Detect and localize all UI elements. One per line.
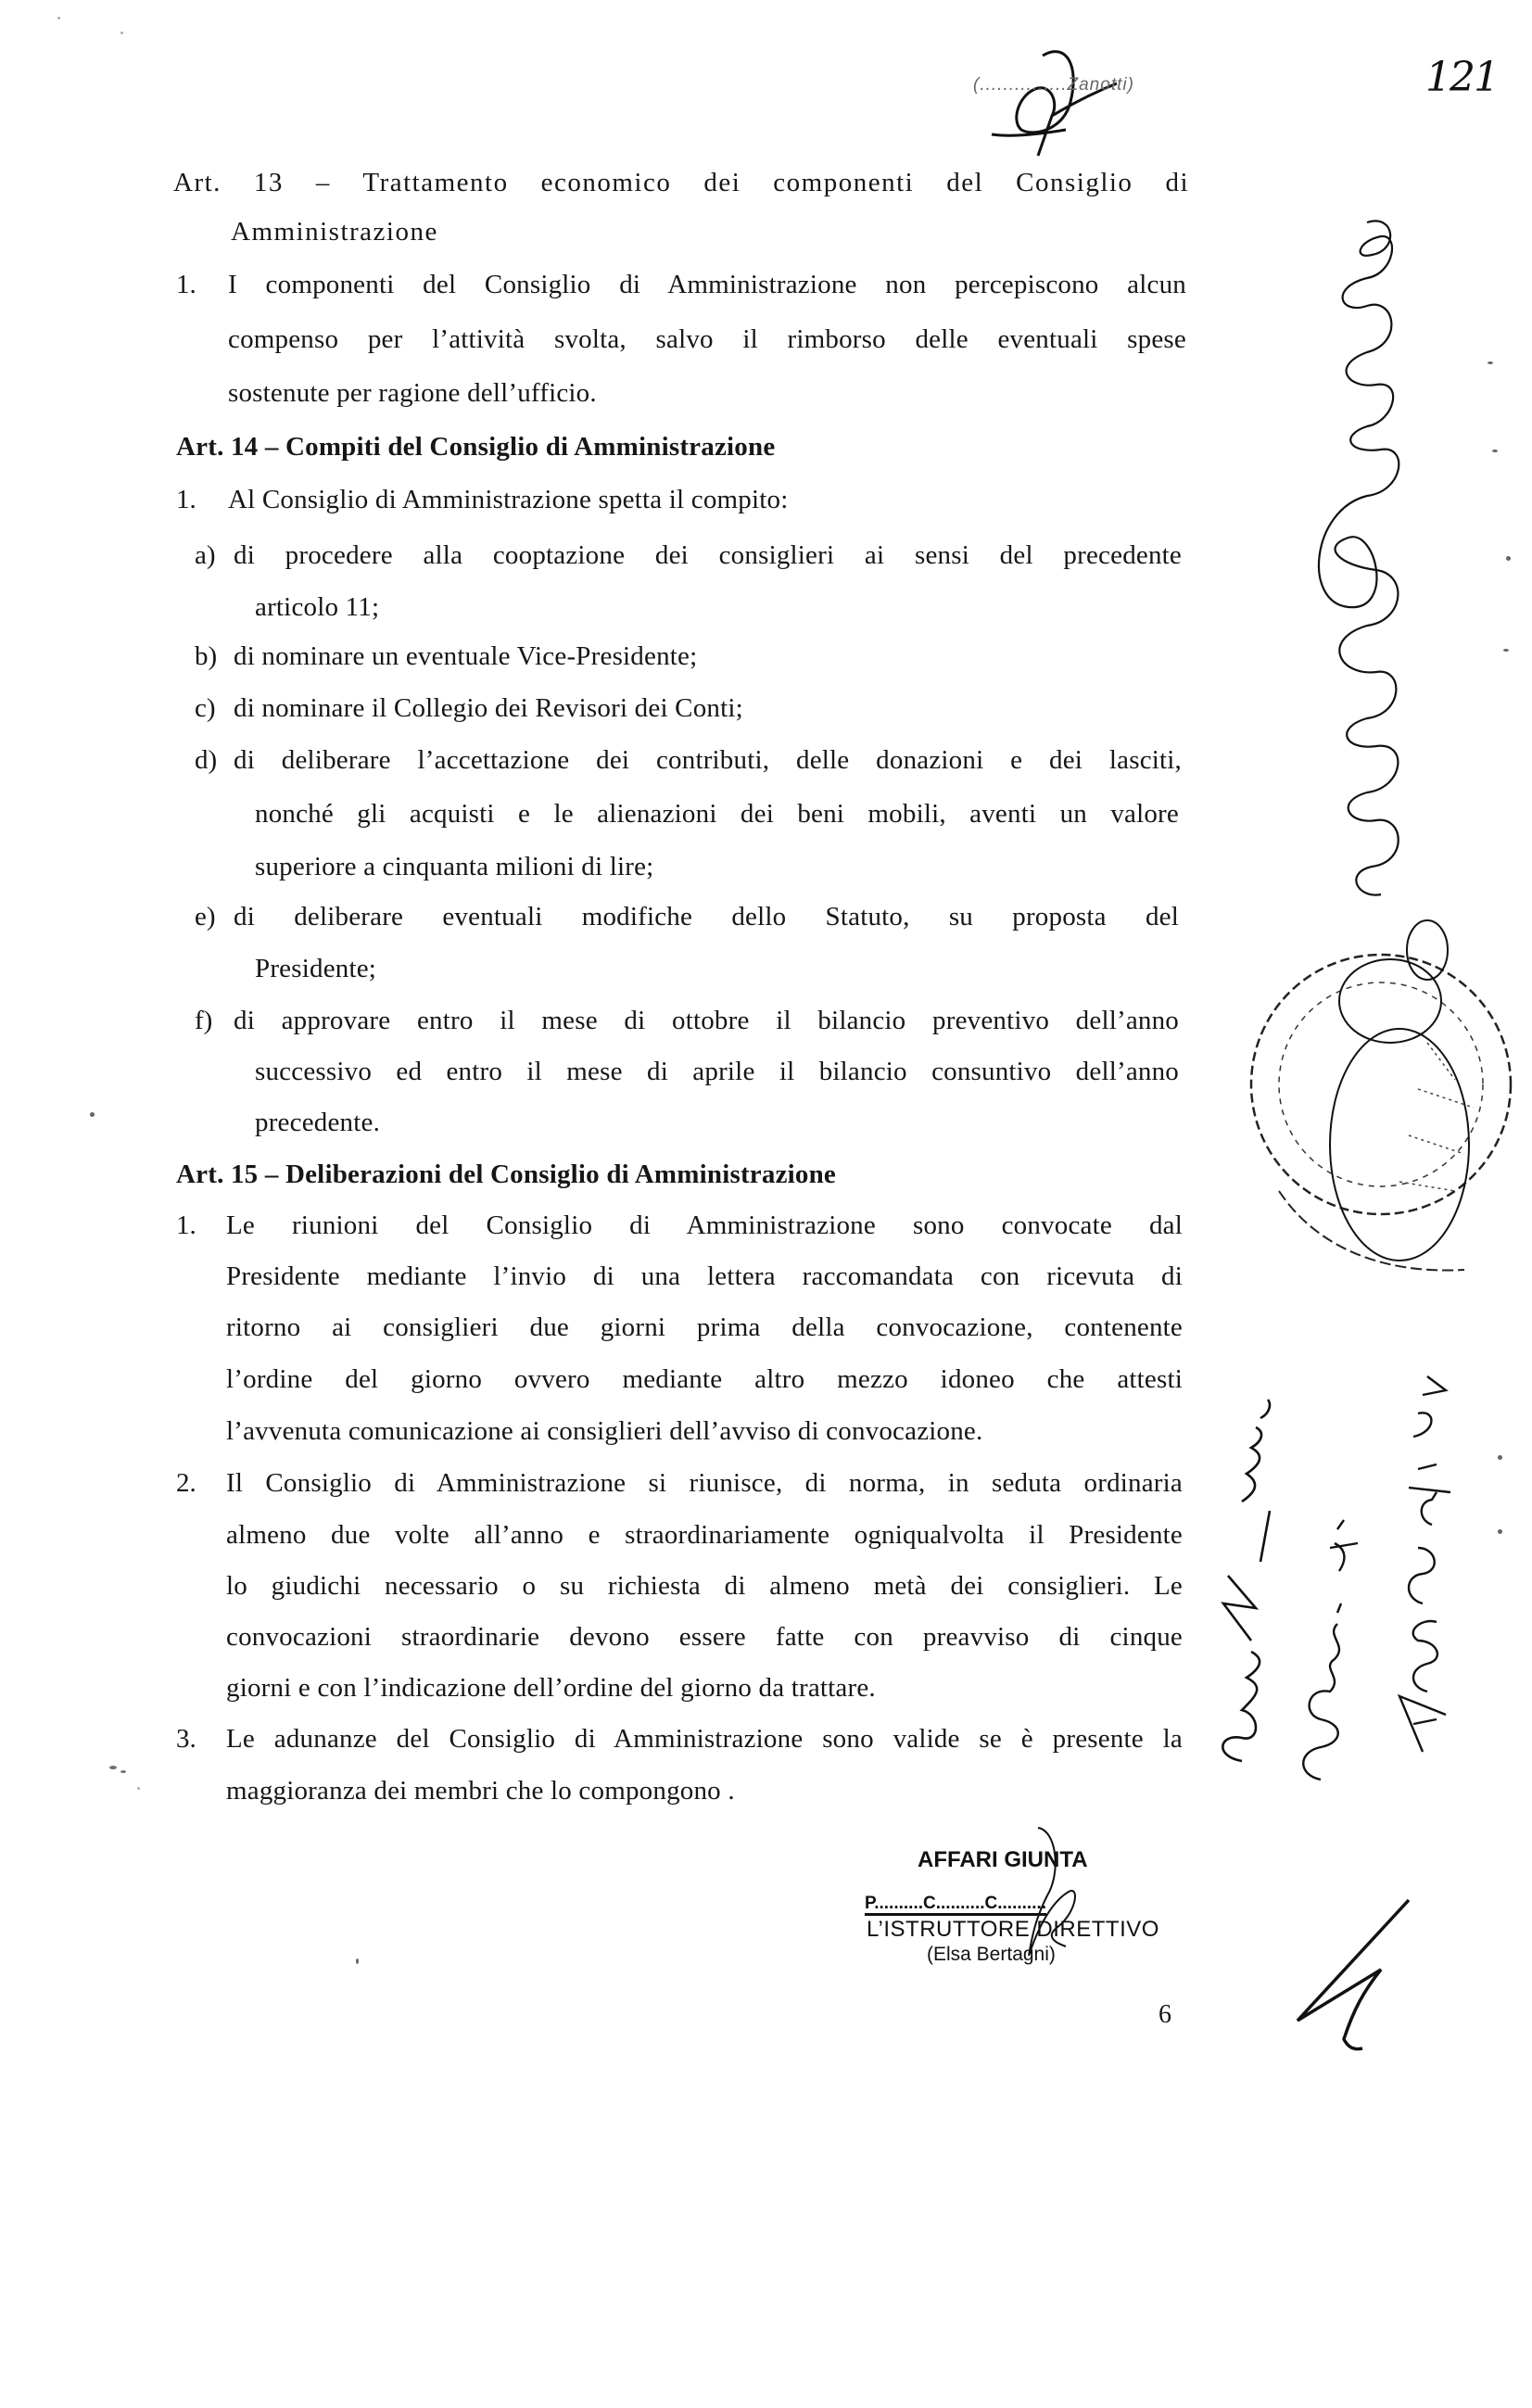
margin-signature-2 bbox=[1293, 1409, 1367, 1803]
art13-para1-line3: sostenute per ragione dell’ufficio. bbox=[228, 378, 597, 408]
art15-para2-marker: 2. bbox=[176, 1468, 196, 1498]
art15-para1-marker: 1. bbox=[176, 1210, 196, 1240]
notary-seal bbox=[1242, 913, 1520, 1288]
art13-heading-cont: Amministrazione bbox=[231, 217, 438, 247]
art14-para1-line1: Al Consiglio di Amministrazione spetta il compito: bbox=[228, 485, 789, 514]
office-stamp-signature bbox=[982, 1826, 1094, 1970]
art15-para2-line4: convocazioni straordinarie devono essere fatte con preavviso di cinque bbox=[226, 1622, 1183, 1652]
art14-item-e-line1: di deliberare eventuali modifiche dello Statuto, su proposta del bbox=[234, 902, 1179, 932]
art13-para1-line1: I componenti del Consiglio di Amministrazione non percepiscono alcun bbox=[228, 270, 1186, 299]
art14-item-a-line1: di procedere alla cooptazione dei consiglieri ai sensi del precedente bbox=[234, 540, 1182, 570]
art14-item-e-line2: Presidente; bbox=[255, 954, 377, 983]
art15-para2-line5: giorni e con l’indicazione dell’ordine del giorno da trattare. bbox=[226, 1673, 876, 1703]
top-signature-caption: (...............Zanotti) bbox=[973, 75, 1134, 95]
art15-heading: Art. 15 – Deliberazioni del Consiglio di Amministrazione bbox=[176, 1160, 837, 1189]
art14-item-e-marker: e) bbox=[195, 902, 216, 932]
art15-para1-line5: l’avvenuta comunicazione ai consiglieri dell’avviso di convocazione. bbox=[226, 1416, 983, 1446]
art14-item-f-line2: successivo ed entro il mese di aprile il bilancio consuntivo dell’anno bbox=[255, 1057, 1179, 1086]
office-stamp-line1: AFFARI GIUNTA bbox=[918, 1847, 1088, 1872]
art14-item-d-marker: d) bbox=[195, 745, 218, 775]
handwritten-sheet-number: 121 bbox=[1425, 54, 1498, 101]
art14-item-d-line3: superiore a cinquanta milioni di lire; bbox=[255, 852, 654, 881]
art14-item-d-line1: di deliberare l’accettazione dei contributi, delle donazioni e dei lasciti, bbox=[234, 745, 1182, 775]
art15-para3-line2: maggioranza dei membri che lo compongono . bbox=[226, 1776, 735, 1806]
art14-item-c-marker: c) bbox=[195, 693, 216, 723]
art14-item-f-marker: f) bbox=[195, 1006, 213, 1035]
art14-para1-marker: 1. bbox=[176, 485, 196, 514]
art15-para1-line4: l’ordine del giorno ovvero mediante altro mezzo idoneo che attesti bbox=[226, 1364, 1183, 1394]
art15-para3-line1: Le adunanze del Consiglio di Amministrazione sono valide se è presente la bbox=[226, 1724, 1183, 1754]
art15-para2-line1: Il Consiglio di Amministrazione si riunisce, di norma, in seduta ordinaria bbox=[226, 1468, 1183, 1498]
margin-signature-vertical bbox=[1293, 213, 1413, 941]
art14-item-a-marker: a) bbox=[195, 540, 216, 570]
art13-heading: Art. 13 – Trattamento economico dei componenti del Consiglio di bbox=[173, 168, 1189, 197]
top-signature bbox=[955, 37, 1158, 162]
art14-item-a-line2: articolo 11; bbox=[255, 592, 380, 622]
art13-para1-marker: 1. bbox=[176, 270, 196, 299]
office-stamp-line2: P..........C..........C.......... bbox=[865, 1895, 1046, 1916]
margin-signature-3 bbox=[1381, 1362, 1464, 1784]
art15-para2-line2: almeno due volte all’anno e straordinariamente ogniqualvolta il Presidente bbox=[226, 1520, 1183, 1550]
art14-item-f-line1: di approvare entro il mese di ottobre il bilancio preventivo dell’anno bbox=[234, 1006, 1179, 1035]
page-number: 6 bbox=[1158, 2000, 1172, 2029]
art15-para2-line3: lo giudichi necessario o su richiesta di almeno metà dei consiglieri. Le bbox=[226, 1571, 1183, 1601]
bottom-right-mark bbox=[1298, 1891, 1409, 2062]
art14-item-c-line1: di nominare il Collegio dei Revisori dei Conti; bbox=[234, 693, 743, 723]
art15-para1-line1: Le riunioni del Consiglio di Amministrazione sono convocate dal bbox=[226, 1210, 1183, 1240]
art15-para1-line2: Presidente mediante l’invio di una lettera raccomandata con ricevuta di bbox=[226, 1261, 1183, 1291]
office-stamp-line3: L’ISTRUTTORE DIRETTIVO bbox=[867, 1917, 1159, 1942]
office-stamp-line4: (Elsa Bertagni) bbox=[927, 1944, 1056, 1965]
art14-item-f-line3: precedente. bbox=[255, 1108, 381, 1137]
art15-para3-marker: 3. bbox=[176, 1724, 196, 1754]
art13-para1-line2: compenso per l’attività svolta, salvo il rimborso delle eventuali spese bbox=[228, 324, 1186, 354]
margin-signature-1 bbox=[1205, 1390, 1298, 1812]
art14-item-b-line1: di nominare un eventuale Vice-Presidente; bbox=[234, 641, 698, 671]
art15-para1-line3: ritorno ai consiglieri due giorni prima della convocazione, contenente bbox=[226, 1312, 1183, 1342]
art14-heading: Art. 14 – Compiti del Consiglio di Amministrazione bbox=[176, 432, 776, 462]
art14-item-b-marker: b) bbox=[195, 641, 218, 671]
art14-item-d-line2: nonché gli acquisti e le alienazioni dei beni mobili, aventi un valore bbox=[255, 799, 1179, 829]
